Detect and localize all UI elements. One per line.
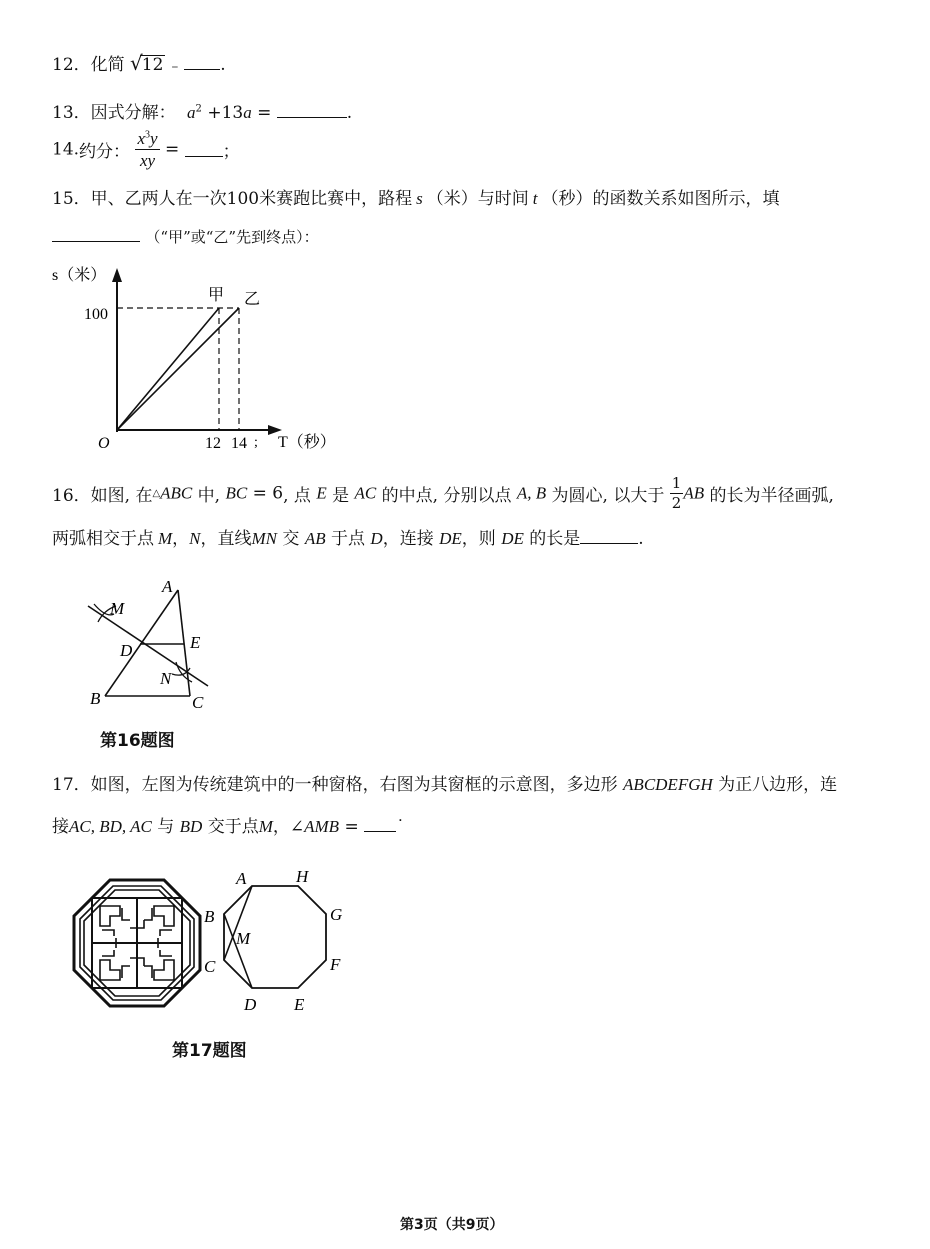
q16-caption: 第16题图 xyxy=(100,731,175,751)
q16-text-2d: 交 xyxy=(277,529,305,549)
q13-a: a xyxy=(187,103,196,122)
q17-polygon: ABCDEFGH xyxy=(623,775,713,794)
q17-answer-blank[interactable] xyxy=(364,817,396,832)
q16-label-e: E xyxy=(190,633,201,652)
q14-num-x: x xyxy=(137,129,145,148)
q17-window-lattice-picture xyxy=(72,878,202,1008)
q17-amb: AMB xyxy=(304,817,340,836)
q15-y-axis-label: s（米） xyxy=(52,267,107,284)
q16-text-2g: ，则 xyxy=(461,529,502,549)
q16-ac: AC xyxy=(354,483,377,503)
q14-number: 14. xyxy=(52,139,80,160)
q12-sqrt-sign: √ xyxy=(130,51,143,75)
q14-fraction xyxy=(135,130,159,169)
q13-rest: +13 xyxy=(201,103,244,123)
q16-text-2c: ，直线 xyxy=(200,529,252,549)
q16-frac-den: 2 xyxy=(671,494,682,512)
q16-text-d: 是 xyxy=(326,486,355,506)
q14-end: ； xyxy=(222,142,240,162)
q16-label-c: C xyxy=(192,693,204,712)
q15-y-arrow xyxy=(112,268,122,282)
q16-ab-points: A, B xyxy=(516,483,547,503)
q17-text-2c: 交于点 xyxy=(202,817,259,837)
q16-text-f: 为圆心, 以大于 xyxy=(546,486,665,506)
q15-text-a: 15．甲、乙两人在一次100米赛跑比赛中，路程 xyxy=(52,189,413,209)
q17-label-g: G xyxy=(330,905,343,924)
question-16-line-2 xyxy=(52,524,644,549)
q16-label-a: A xyxy=(162,577,173,596)
q17-text-2e: = xyxy=(339,817,365,837)
question-17-line-1 xyxy=(52,770,837,795)
q14-den: xy xyxy=(139,151,156,170)
q16-mn: MN xyxy=(251,529,278,548)
q14-num-y: y xyxy=(150,129,158,148)
q15-chart xyxy=(40,258,340,458)
q15-var-t: t xyxy=(532,189,538,208)
q16-text-2b: ， xyxy=(172,529,190,549)
q17-label-d: D xyxy=(244,995,257,1014)
q17-label-c: C xyxy=(204,957,216,976)
q17-text-b: 为正八边形，连 xyxy=(712,775,838,795)
q16-e: E xyxy=(316,483,327,503)
q17-label-a: A xyxy=(236,869,247,888)
q14-text: 约分： xyxy=(79,142,131,162)
question-15-line-1 xyxy=(52,184,779,209)
q16-answer-blank[interactable] xyxy=(580,529,638,544)
q16-arc-n2 xyxy=(176,662,192,682)
q17-end: ˙ xyxy=(396,817,405,837)
q16-label-b: B xyxy=(90,689,101,708)
q14-eq: = xyxy=(164,139,180,160)
q16-end: . xyxy=(638,529,644,549)
q16-text-e: 的中点, 分别以点 xyxy=(376,486,517,506)
q17-caption: 第17题图 xyxy=(172,1041,247,1061)
q13-eq: = xyxy=(251,103,272,123)
q17-text-a: 17．如图，左图为传统建筑中的一种窗格，右图为其窗框的示意图，多边形 xyxy=(52,775,624,795)
q15-x-tick-14: 14 xyxy=(231,435,247,452)
q15-origin: O xyxy=(98,435,110,452)
q16-text-a: 16．如图, 在 xyxy=(52,486,153,506)
q15-text-c: （秒）的函数关系如图所示，填 xyxy=(541,189,780,209)
q12-radicand: 12 xyxy=(141,55,164,75)
q16-text-2h: 的长是 xyxy=(523,529,581,549)
q17-octagon-figure xyxy=(198,866,358,1016)
q16-abc: ABC xyxy=(160,483,193,503)
q12-end: . xyxy=(220,55,226,75)
q15-text-line2: （“甲”或“乙”先到终点）： xyxy=(145,228,319,246)
q13-a2: a xyxy=(243,103,252,122)
q16-ab2: AB xyxy=(304,529,326,548)
q16-text-c: , 点 xyxy=(283,486,317,506)
q17-label-h: H xyxy=(296,867,309,886)
q16-d: D xyxy=(370,529,383,548)
q15-text-b: （米）与时间 xyxy=(426,189,529,209)
q15-var-s: s xyxy=(416,189,423,208)
q15-line-yi xyxy=(117,308,239,430)
q16-triangle-symbol: △ xyxy=(152,488,161,499)
q17-text-2d: ，∠ xyxy=(272,817,305,837)
q15-x-axis-label: T（秒） xyxy=(278,434,336,451)
q16-text-g: 的长为半径画弧, xyxy=(704,486,834,506)
q16-text-2e: 于点 xyxy=(325,529,371,549)
q16-text-2f: ，连接 xyxy=(382,529,440,549)
q16-fraction-half xyxy=(670,476,684,511)
q16-bc-eq: = 6 xyxy=(247,483,284,504)
q13-text: 因式分解： xyxy=(90,103,176,123)
q13-number: 13． xyxy=(52,103,91,123)
q17-label-f: F xyxy=(330,955,341,974)
q17-label-m: M xyxy=(236,929,251,948)
question-15-line-2 xyxy=(52,226,319,247)
question-17-line-2 xyxy=(52,812,405,837)
q17-label-b: B xyxy=(204,907,215,926)
q15-x-tick-extra: ; xyxy=(254,435,258,450)
question-13 xyxy=(52,98,352,123)
q15-answer-blank[interactable] xyxy=(52,227,140,242)
q12-number: 12． xyxy=(52,55,91,75)
q12-answer-blank[interactable] xyxy=(184,55,220,70)
question-14 xyxy=(52,130,240,169)
q13-exp: 2 xyxy=(195,103,202,115)
q14-answer-blank[interactable] xyxy=(185,142,223,157)
q14-num-exp: 3 xyxy=(145,129,150,141)
q16-bc: BC xyxy=(225,483,248,503)
q17-bd: BD xyxy=(179,817,203,836)
q15-y-tick-100: 100 xyxy=(84,306,108,323)
q17-text-2a: 接 xyxy=(52,817,69,837)
q15-x-tick-12: 12 xyxy=(205,435,221,452)
q13-answer-blank[interactable] xyxy=(277,103,347,118)
q12-text: 化简 xyxy=(90,55,125,75)
q17-label-e: E xyxy=(294,995,305,1014)
question-16-line-1 xyxy=(52,476,834,511)
question-12 xyxy=(52,50,226,75)
q17-segments: AC, BD, AC xyxy=(69,817,152,836)
q15-label-yi: 乙 xyxy=(244,291,261,308)
q16-label-m: M xyxy=(110,599,125,618)
q16-label-d: D xyxy=(120,641,133,660)
page-footer: 第3页（共9页） xyxy=(400,1217,504,1233)
q16-frac-num: 1 xyxy=(671,474,682,492)
q17-m: M xyxy=(258,817,273,836)
q16-text-b: 中, xyxy=(192,486,226,506)
q16-de2: DE xyxy=(501,529,524,548)
q16-label-n: N xyxy=(160,669,172,688)
q16-m: M xyxy=(158,529,173,548)
q15-line-jia xyxy=(117,308,219,430)
q15-label-jia: 甲 xyxy=(208,287,225,304)
q13-end: . xyxy=(346,103,353,123)
q16-de: DE xyxy=(439,529,462,548)
q16-text-2a: 两弧相交于点 xyxy=(52,529,154,549)
q16-figure xyxy=(80,578,230,718)
q12-small-mark: ＝ xyxy=(170,63,179,72)
q17-text-2b: 与 xyxy=(151,817,180,837)
q16-ab: AB xyxy=(683,483,705,503)
q16-n: N xyxy=(189,529,201,548)
